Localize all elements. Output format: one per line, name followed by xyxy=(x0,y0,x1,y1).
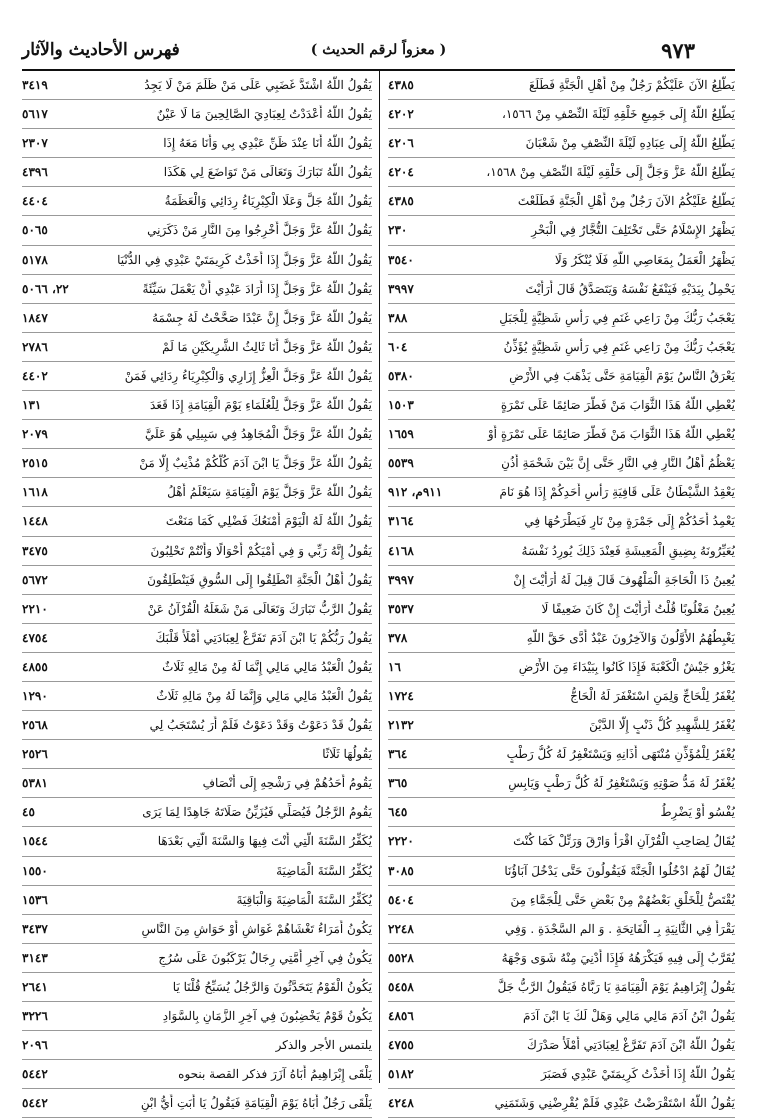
index-entry xyxy=(388,595,735,624)
entry-hadith-number: ١٤٤٨ xyxy=(22,514,48,529)
entry-text: يَعْقِدُ الشَّيْطَانُ عَلَى قَافِيَةِ رَأْسِ أَحَدِكُمْ إِذَا هُوَ نَامَ xyxy=(499,485,735,500)
index-entry xyxy=(388,857,735,886)
entry-text: يَقُولُ اللَّهُ عَزَّ وَجَلَّ الْمُجَاهِدُ فِي سَبِيلِي هُوَ عَلَيَّ xyxy=(145,427,372,442)
index-entry xyxy=(388,798,735,827)
entry-hadith-number: ٢٧٨٦ xyxy=(22,339,48,354)
index-entry xyxy=(22,886,372,915)
entry-text: يُعْطِي اللَّهُ هَذَا الثَّوَابَ مَنْ فَطَّرَ صَائِمًا عَلَى تَمْرَةٍ أَوْ xyxy=(487,427,735,442)
index-entry xyxy=(22,566,372,595)
index-entry xyxy=(388,304,735,333)
index-entry xyxy=(22,740,372,769)
entry-hadith-number: ٤٤٠٢ xyxy=(22,368,48,383)
entry-text: يُعَيِّرُونَهُ بِضِيقِ الْمَعِيشَةِ فَعِنْدَ ذَلِكَ يُورِدُ نَفْسَهُ xyxy=(521,543,735,558)
index-entry xyxy=(388,129,735,158)
entry-hadith-number: ٢٥١٥ xyxy=(22,456,48,471)
index-entry xyxy=(22,275,372,304)
index-entry xyxy=(22,537,372,566)
entry-text: يَقُولُهَا ثَلَاثًا xyxy=(322,747,372,762)
index-entry xyxy=(22,711,372,740)
entry-text: يَقُولُ اللَّهُ عَزَّ وَجَلَّ إِذَا أَخَذْتُ كَرِيمَتَيْ عَبْدِي فِي الدُّنْيَا xyxy=(117,252,372,267)
entry-hadith-number: ٣٤٣٧ xyxy=(22,921,48,936)
index-entry xyxy=(22,420,372,449)
index-entry xyxy=(388,944,735,973)
index-entry xyxy=(388,275,735,304)
entry-text: يَقُولُ قَدْ دَعَوْتُ وَقَدْ دَعَوْتُ فَلَمْ أَرَ يُسْتَجَبُ لِي xyxy=(149,718,372,733)
index-entry xyxy=(388,100,735,129)
entry-hadith-number: ١٥٥٠ xyxy=(22,863,48,878)
entry-text: يَحْمِلُ بِيَدَيْهِ فَيَنْفَعُ نَفْسَهُ وَيَتَصَدَّقُ قَالَ أَرَأَيْتَ xyxy=(525,281,735,296)
index-entry xyxy=(388,682,735,711)
entry-hadith-number: ١٥٠٣ xyxy=(388,398,414,413)
entry-text: يُعِينُ مَغْلُوبًا قُلْتُ أَرَأَيْتَ إِنْ كَانَ ضَعِيفًا لَا xyxy=(541,601,735,616)
index-entry xyxy=(388,1002,735,1031)
entry-text: يَقُولُ اللَّهُ عَزَّ وَجَلَّ لِلْعُلَمَاءِ يَوْمَ الْقِيَامَةِ إِذَا قَعَدَ xyxy=(150,398,372,413)
entry-text: يَكُونُ الْقَوْمُ يَتَحَدَّثُونَ وَالرَّجُلُ يُسَبِّحُ قُلْنَا يَا xyxy=(172,979,372,994)
entry-text: يَظْهَرُ الْعَمَلُ بِمَعَاصِي اللَّهِ فَلَا يُنْكَرُ وَلَا xyxy=(554,252,735,267)
entry-text: يَطَّلِعُ اللَّهُ عَزَّ وَجَلَّ إِلَى خَلْقِهِ لَيْلَةَ النِّصْفِ مِنْ ١٥٦٨، xyxy=(486,165,735,180)
index-entry xyxy=(388,420,735,449)
index-entry xyxy=(388,71,735,100)
left-column xyxy=(22,71,372,1118)
entry-hadith-number: ٥٤٠٤ xyxy=(388,892,414,907)
index-entry xyxy=(22,478,372,507)
index-entry xyxy=(22,769,372,798)
entry-hadith-number: ٥٥٢٨ xyxy=(388,950,414,965)
index-entry xyxy=(22,100,372,129)
index-entry xyxy=(22,682,372,711)
entry-hadith-number: ١٢٩٠ xyxy=(22,688,48,703)
entry-text: يَطَّلِعُ عَلَيْكُمُ الآنَ رَجُلٌ مِنْ أَهْلِ الْجَنَّةِ فَطَلَعْتَ xyxy=(517,194,735,209)
entry-hadith-number: ٢٢، ٥٠٦٦ xyxy=(22,281,69,296)
entry-hadith-number: ١٦٥٩ xyxy=(388,427,414,442)
entry-hadith-number: ١٧٢٤ xyxy=(388,688,414,703)
index-entry xyxy=(22,246,372,275)
column-divider xyxy=(379,71,380,1083)
entry-text: يَقُولُ اللَّهُ عَزَّ وَجَلَّ إِنَّ عَبْدًا صَحَّحْتُ لَهُ جِسْمَهُ xyxy=(152,310,372,325)
right-column xyxy=(388,71,735,1118)
entry-text: يَقُومُ الرَّجُلُ فَيُصَلِّي فَيُزَيِّنُ صَلَاتَهُ جَاهِدًا لِمَا يَرَى xyxy=(142,805,372,820)
entry-text: يَقُولُ اللَّهُ تَبَارَكَ وَتَعَالَى مَنْ تَوَاضَعَ لِي هَكَذَا xyxy=(163,165,372,180)
index-entry xyxy=(388,566,735,595)
index-entry xyxy=(22,362,372,391)
entry-hadith-number: ٣٤٧٥ xyxy=(22,543,48,558)
entry-hadith-number: ٤٧٥٥ xyxy=(388,1038,414,1053)
entry-hadith-number: ٩١١م، ٩١٢ xyxy=(388,485,443,500)
entry-text: يَقُولُ اللَّهُ أَنَا عِنْدَ ظَنِّ عَبْدِي بِي وَأَنَا مَعَهُ إِذَا xyxy=(163,136,372,151)
entry-hadith-number: ١٦ xyxy=(388,659,401,674)
entry-text: يُكَفِّرُ السَّنَةَ الْمَاضِيَةَ وَالْبَاقِيَةَ xyxy=(236,892,372,907)
entry-text: يَقُولُ الْعَبْدُ مَالِي مَالِي وَإِنَّمَا لَهُ مِنْ مَالِهِ ثَلَاثٌ xyxy=(156,688,372,703)
index-entry xyxy=(22,216,372,245)
entry-hadith-number: ٥٤٥٨ xyxy=(388,979,414,994)
index-entry xyxy=(388,1060,735,1089)
entry-text: يَقُولُ الرَّبُّ تَبَارَكَ وَتَعَالَى مَنْ شَغَلَهُ الْقُرْآنُ عَنْ xyxy=(147,601,372,616)
entry-text: يَعْرَقُ النَّاسُ يَوْمَ الْقِيَامَةِ حَتَّى يَذْهَبَ فِي الأَرْضِ xyxy=(509,368,735,383)
entry-text: يَطَّلِعُ اللَّهُ إِلَى جَمِيعِ خَلْقِهِ لَيْلَةَ النِّصْفِ مِنْ ١٥٦٦، xyxy=(501,107,735,122)
entry-hadith-number: ١٣١ xyxy=(22,398,42,413)
entry-text: يَكُونُ أُمَرَاءُ تَغْشَاهُمْ غَوَاشٍ أَوْ حَوَاشٍ مِنَ النَّاسِ xyxy=(141,921,372,936)
entry-text: يَقُولُ اللَّهُ جَلَّ وَعَلَا الْكِبْرِيَاءُ رِدَائِي وَالْعَظَمَةُ xyxy=(164,194,372,209)
index-entry xyxy=(388,1089,735,1118)
index-entry xyxy=(388,246,735,275)
index-entry xyxy=(388,973,735,1002)
entry-text: يَقُولُ اللَّهُ إِذَا أَخَذْتُ كَرِيمَتَيْ عَبْدِي فَصَبَرَ xyxy=(540,1067,735,1082)
entry-hadith-number: ٢٣٠ xyxy=(388,223,408,238)
entry-text: يَكُونُ فِي آخِرِ أُمَّتِي رِجَالٌ يَرْكَبُونَ عَلَى سُرُجٍ xyxy=(158,950,372,965)
page-number: ٩٧٣ xyxy=(661,38,695,63)
entry-text: يلتمس الأجر والذكر xyxy=(275,1038,372,1053)
entry-text: يُغْفَرُ لَهُ مَدُّ صَوْتِهِ وَيَسْتَغْفِرُ لَهُ كُلُّ رَطْبٍ وَيَابِسٍ xyxy=(508,776,735,791)
entry-hadith-number: ٣٧٨ xyxy=(388,630,408,645)
entry-hadith-number: ٤٨٥٥ xyxy=(22,659,48,674)
header-center-title: ( معزواً لرقم الحديث ) xyxy=(310,42,447,58)
entry-hadith-number: ٢٥٦٨ xyxy=(22,718,48,733)
entry-hadith-number: ٣٩٩٧ xyxy=(388,572,414,587)
index-entry xyxy=(388,827,735,856)
index-entry xyxy=(22,973,372,1002)
index-entry xyxy=(388,711,735,740)
index-entry xyxy=(22,158,372,187)
entry-hadith-number: ٤٨٥٦ xyxy=(388,1009,414,1023)
entry-hadith-number: ٤٢٠٦ xyxy=(388,136,414,151)
entry-hadith-number: ٢١٣٢ xyxy=(388,718,414,733)
index-entry xyxy=(22,1089,372,1118)
index-entry xyxy=(22,827,372,856)
entry-text: يَكُونُ قَوْمٌ يَخْضِبُونَ فِي آخِرِ الزَّمَانِ بِالسَّوَادِ xyxy=(162,1009,372,1023)
entry-hadith-number: ٥٤٤٢ xyxy=(22,1067,48,1082)
entry-text: يُقَالُ لَهُمُ ادْخُلُوا الْجَنَّةَ فَيَقُولُونَ حَتَّى يَدْخُلَ آبَاؤُنَا xyxy=(504,863,735,878)
index-entry xyxy=(388,653,735,682)
entry-hadith-number: ٢٢٤٨ xyxy=(388,921,414,936)
entry-text: يُعِينُ ذَا الْحَاجَةِ الْمَلْهُوفَ قَالَ قِيلَ لَهُ أَرَأَيْتَ إِنْ xyxy=(513,572,735,587)
entry-text: يُفْسُو أَوْ يَضْرِطُ xyxy=(660,805,735,820)
entry-text: يَقُولُ إِبْرَاهِيمُ يَوْمَ الْقِيَامَةِ يَا رَبَّاهُ فَيَقُولُ الرَّبُّ جَلَّ xyxy=(497,979,735,994)
entry-hadith-number: ١٨٤٧ xyxy=(22,310,48,325)
entry-text: يَعْجَبُ رَبُّكَ مِنْ رَاعِي غَنَمٍ فِي رَأْسِ شَظِيَّةٍ يُؤَذِّنُ xyxy=(503,339,735,354)
entry-hadith-number: ٣٩٩٧ xyxy=(388,281,414,296)
entry-text: يَقُولُ اللَّهُ عَزَّ وَجَلَّ الْعِزُّ إِزَارِي وَالْكِبْرِيَاءُ رِدَائِي فَمَنْ xyxy=(124,368,372,383)
index-entry xyxy=(22,1002,372,1031)
entry-text: يَقُولُ أَهْلُ الْجَنَّةِ انْطَلِقُوا إِلَى السُّوقِ فَيَنْطَلِقُونَ xyxy=(147,572,372,587)
entry-hadith-number: ٢٢٢٠ xyxy=(388,834,414,849)
index-entry xyxy=(388,886,735,915)
entry-hadith-number: ١٥٤٤ xyxy=(22,834,48,849)
entry-text: يُكَفِّرُ السَّنَةَ الْمَاضِيَةَ xyxy=(276,863,372,878)
index-entry xyxy=(388,333,735,362)
entry-hadith-number: ٣٥٤٠ xyxy=(388,252,414,267)
entry-text: يَقُومُ أَحَدُهُمْ فِي رَشْحِهِ إِلَى أَنْصَافِ xyxy=(202,776,372,791)
entry-text: يَعْجَبُ رَبُّكَ مِنْ رَاعِي غَنَمٍ فِي رَأْسِ شَظِيَّةٍ لِلْجَبَلِ xyxy=(499,310,735,325)
index-entry xyxy=(388,158,735,187)
entry-hadith-number: ٦٤٥ xyxy=(388,805,408,820)
index-entry xyxy=(22,333,372,362)
entry-hadith-number: ٥٣٨١ xyxy=(22,776,48,791)
index-entry xyxy=(388,449,735,478)
index-entry xyxy=(388,624,735,653)
entry-hadith-number: ٣٥٣٧ xyxy=(388,601,414,616)
index-entry xyxy=(22,304,372,333)
entry-text: يُغْفَرُ لِلْحَاجِّ وَلِمَنِ اسْتَغْفَرَ لَهُ الْحَاجُّ xyxy=(570,688,735,703)
entry-text: يَقُولُ اللَّهُ اشْتَدَّ غَضَبِي عَلَى مَنْ ظَلَمَ مَنْ لَا يَجِدُ xyxy=(144,78,372,92)
entry-text: يَقُولُ اللَّهُ عَزَّ وَجَلَّ أَنَا ثَالِثُ الشَّرِيكَيْنِ مَا لَمْ xyxy=(162,339,372,354)
entry-hadith-number: ٥٥٣٩ xyxy=(388,456,414,471)
index-entry xyxy=(22,857,372,886)
index-entry xyxy=(22,1031,372,1060)
entry-hadith-number: ٤٤٠٤ xyxy=(22,194,48,209)
entry-hadith-number: ٢٢١٠ xyxy=(22,601,48,616)
index-entry xyxy=(22,187,372,216)
entry-text: يَقُولُ اللَّهُ عَزَّ وَجَلَّ أَخْرِجُوا مِنَ النَّارِ مَنْ ذَكَرَنِي xyxy=(147,223,372,238)
entry-text: يَقُولُ ابْنُ آدَمَ مَالِي مَالِي وَهَلْ لَكَ يَا ابْنَ آدَمَ xyxy=(523,1009,735,1023)
index-entry xyxy=(388,362,735,391)
entry-text: يُغْفَرُ لِلشَّهِيدِ كُلُّ ذَنْبٍ إِلَّا الدَّيْنَ xyxy=(589,718,735,733)
index-entry xyxy=(388,216,735,245)
entry-hadith-number: ٣٠٨٥ xyxy=(388,863,414,878)
index-entry xyxy=(388,537,735,566)
entry-text: يَعْمِدُ أَحَدُكُمْ إِلَى جَمْرَةٍ مِنْ نَارٍ فَيَطْرَحُهَا فِي xyxy=(524,514,735,529)
index-entry xyxy=(22,653,372,682)
index-entry xyxy=(388,1031,735,1060)
entry-hadith-number: ٢٠٧٩ xyxy=(22,427,48,442)
entry-hadith-number: ٥٠٦٥ xyxy=(22,223,48,238)
entry-text: يَقُولُ إِنَّهُ رَبِّي وَ فِي أَمْيَكُمْ أَحْوَالًا وَأَنْتُمْ تَحْلِبُونَ xyxy=(150,543,372,558)
entry-text: يَقُولُ اللَّهُ ابْنَ آدَمَ تَفَرَّغْ لِعِبَادَتِي أَمْلَأْ صَدْرَكَ xyxy=(526,1038,735,1053)
entry-hadith-number: ٤٣٩٦ xyxy=(22,165,48,180)
entry-text: يَلْقَى رَجُلٌ أَبَاهُ يَوْمَ الْقِيَامَةِ فَيَقُولُ يَا أَبَتِ أَيُّ ابْنٍ xyxy=(140,1096,372,1111)
entry-text: يَقُولُ اللَّهُ عَزَّ وَجَلَّ يَوْمَ الْقِيَامَةِ سَيَعْلَمُ أَهْلُ xyxy=(167,485,372,500)
entry-text: يُقْتَصُّ لِلْخَلْقِ بَعْضُهُمْ مِنْ بَعْضٍ حَتَّى لِلْجَمَّاءِ مِنَ xyxy=(510,892,735,907)
index-entry xyxy=(22,507,372,536)
index-entry xyxy=(22,71,372,100)
index-entry xyxy=(388,769,735,798)
entry-hadith-number: ٤٧٥٤ xyxy=(22,630,48,645)
index-entry xyxy=(22,449,372,478)
entry-hadith-number: ٣١٤٣ xyxy=(22,950,48,965)
entry-hadith-number: ٥١٧٨ xyxy=(22,252,48,267)
index-entry xyxy=(388,740,735,769)
entry-hadith-number: ٣٦٥ xyxy=(388,776,408,791)
entry-text: يَقْرَأُ فِي الثَّانِيَةِ بِـ الْفَاتِحَةِ . وَ الم السَّجْدَةِ . وَفِي xyxy=(505,921,735,936)
index-entry xyxy=(22,595,372,624)
index-entry xyxy=(388,187,735,216)
index-entry xyxy=(22,129,372,158)
entry-text: يَقُولُ رَبُّكُمْ يَا ابْنَ آدَمَ تَفَرَّغْ لِعِبَادَتِي أَمْلَأْ قَلْبَكَ xyxy=(155,630,372,645)
entry-hadith-number: ٥٦١٧ xyxy=(22,107,48,122)
entry-hadith-number: ٣٦٤ xyxy=(388,747,408,762)
entry-hadith-number: ٤٢٤٨ xyxy=(388,1096,414,1111)
index-entry xyxy=(388,915,735,944)
entry-hadith-number: ٥٣٨٠ xyxy=(388,368,414,383)
entry-hadith-number: ٣١٦٤ xyxy=(388,514,414,529)
index-entry xyxy=(22,624,372,653)
index-entry xyxy=(388,478,735,507)
entry-text: يَقُولُ الْعَبْدُ مَالِي مَالِي إِنَّمَا لَهُ مِنْ مَالِهِ ثَلَاثٌ xyxy=(162,659,372,674)
entry-hadith-number: ٤٣٨٥ xyxy=(388,194,414,209)
entry-hadith-number: ٢٠٩٦ xyxy=(22,1038,48,1053)
entry-hadith-number: ١٦١٨ xyxy=(22,485,48,500)
index-entry xyxy=(22,944,372,973)
entry-hadith-number: ٤٣٨٥ xyxy=(388,78,414,92)
index-entry xyxy=(22,1060,372,1089)
entry-text: يَقُولُ اللَّهُ عَزَّ وَجَلَّ يَا ابْنَ آدَمَ كُلُّكُمْ مُذْنِبٌ إِلَّا مَنْ xyxy=(139,456,372,471)
entry-text: يَظْهَرُ الإِسْلَامُ حَتَّى تَخْتَلِفَ التُّجَّارُ فِي الْبَحْرِ xyxy=(531,223,735,238)
entry-hadith-number: ٤٢٠٤ xyxy=(388,165,414,180)
entry-hadith-number: ٦٠٤ xyxy=(388,339,408,354)
entry-hadith-number: ٣٤١٩ xyxy=(22,78,48,92)
section-title: فهرس الأحاديث والآثار xyxy=(22,40,180,60)
entry-text: يُعْطِي اللَّهُ هَذَا الثَّوَابَ مَنْ فَطَّرَ صَائِمًا عَلَى تَمْرَةٍ xyxy=(500,398,735,413)
entry-text: يُقَرَّبُ إِلَى فِيهِ فَيَكْرَهُهُ فَإِذَا أُدْنِيَ مِنْهُ شَوَى وَجْهَهُ xyxy=(501,950,735,965)
entry-hadith-number: ٣٢٢٦ xyxy=(22,1009,48,1023)
entry-hadith-number: ٤٥ xyxy=(22,805,35,820)
entry-text: يَلْقَى إِبْرَاهِيمُ أَبَاهُ آزَرَ فذكر القصة بنحوه xyxy=(178,1067,372,1082)
index-entry xyxy=(22,915,372,944)
entry-hadith-number: ٥٦٧٢ xyxy=(22,572,48,587)
index-entry xyxy=(22,798,372,827)
entry-text: يَطَّلِعُ الآنَ عَلَيْكُمْ رَجُلٌ مِنْ أَهْلِ الْجَنَّةِ فَطَلَعَ xyxy=(529,78,735,92)
entry-text: يَعْظُمُ أَهْلُ النَّارِ فِي النَّارِ حَتَّى إِنَّ بَيْنَ شَحْمَةِ أُذُنِ xyxy=(501,456,735,471)
entry-text: يَغْبِطُهُمُ الأَوَّلُونَ وَالآخِرُونَ عَبْدٌ أَدَّى حَقَّ اللَّهِ xyxy=(526,630,735,645)
entry-hadith-number: ٥١٨٢ xyxy=(388,1067,414,1082)
entry-text: يُكَفِّرُ السَّنَةَ الَّتِي أَنْتَ فِيهَا وَالسَّنَةَ الَّتِي بَعْدَهَا xyxy=(157,834,372,849)
entry-text: يُقَالُ لِصَاحِبِ الْقُرْآنِ اقْرَأْ وَارْقَ وَرَتِّلْ كَمَا كُنْتَ xyxy=(513,834,735,849)
entry-hadith-number: ١٥٣٦ xyxy=(22,892,48,907)
entry-text: يُغْفَرُ لِلْمُؤَذِّنِ مُنْتَهَى أَذَانِهِ وَيَسْتَغْفِرُ لَهُ كُلُّ رَطْبٍ xyxy=(506,747,735,762)
entry-text: يَطَّلِعُ اللَّهُ إِلَى عِبَادِهِ لَيْلَةَ النِّصْفِ مِنْ شَعْبَانَ xyxy=(525,136,735,151)
entry-text: يَقُولُ اللَّهُ عَزَّ وَجَلَّ إِذَا أَرَادَ عَبْدِي أَنْ يَعْمَلَ سَيِّئَةً xyxy=(142,281,372,296)
entry-hadith-number: ٢٥٢٦ xyxy=(22,747,48,762)
entry-hadith-number: ٣٨٨ xyxy=(388,310,408,325)
entry-hadith-number: ٢٣٠٧ xyxy=(22,136,48,151)
index-entry xyxy=(22,391,372,420)
entry-hadith-number: ٤١٦٨ xyxy=(388,543,414,558)
page-header xyxy=(22,38,735,68)
entry-hadith-number: ٤٢٠٢ xyxy=(388,107,414,122)
entry-text: يَغْزُو جَيْشٌ الْكَعْبَةَ فَإِذَا كَانُوا بِبَيْدَاءَ مِنَ الأَرْضِ xyxy=(518,659,735,674)
entry-hadith-number: ٢٦٤١ xyxy=(22,979,48,994)
entry-hadith-number: ٥٤٤٢ xyxy=(22,1096,48,1111)
index-entry xyxy=(388,391,735,420)
entry-text: يَقُولُ اللَّهُ لَهُ الْيَوْمَ أَمْنَعُكَ فَضْلِي كَمَا مَنَعْتَ xyxy=(165,514,372,529)
index-entry xyxy=(388,507,735,536)
entry-text: يَقُولُ اللَّهُ أَعْدَدْتُ لِعِبَادِيَ الصَّالِحِينَ مَا لَا عَيْنٌ xyxy=(156,107,372,122)
entry-text: يَقُولُ اللَّهُ اسْتَقْرَضْتُ عَبْدِي فَلَمْ يُقْرِضْنِي وَشَتَمَنِي xyxy=(494,1096,735,1111)
